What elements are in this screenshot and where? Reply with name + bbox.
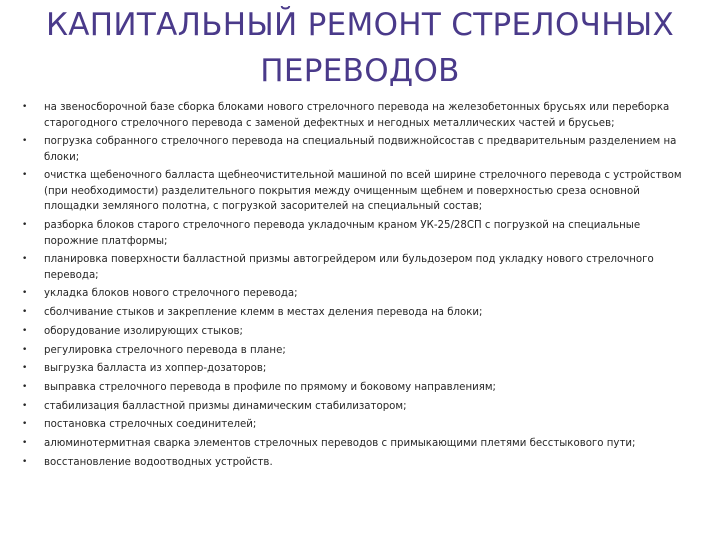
bullet-icon: • [22,400,28,411]
list-item-text: погрузка собранного стрелочного перевода на специальный подвижнойсостав с предварительным разделением на блоки; [44,136,677,163]
list-item-text: стабилизация балластной призмы динамическим стабилизатором; [44,400,407,412]
bullet-icon: • [22,381,28,392]
slide-title-line-2: ПЕРЕВОДОВ [260,53,460,89]
slide-title [20,2,700,94]
bullet-icon: • [22,288,28,299]
list-item [22,134,712,165]
bullet-icon: • [22,363,28,374]
list-item [22,380,712,396]
list-item [22,252,712,283]
bullet-icon: • [22,344,28,355]
list-item-text: планировка поверхности балластной призмы автогрейдером или бульдозером под укладку нового стрелочного перевода; [44,254,654,281]
list-item [22,324,712,340]
bullet-icon: • [22,170,28,181]
list-item-text: оборудование изолирующих стыков; [44,325,243,337]
slide-title-line-1: КАПИТАЛЬНЫЙ РЕМОНТ СТРЕЛОЧНЫХ [45,7,675,43]
list-item [22,343,712,359]
list-item-text: алюминотермитная сварка элементов стрелочных переводов с примыкающими плетями бесстыкового пути; [44,437,636,449]
list-item-text: укладка блоков нового стрелочного перевода; [44,288,298,300]
list-item [22,399,712,415]
list-item [22,168,712,215]
list-item [22,436,712,452]
list-item-text: разборка блоков старого стрелочного перевода укладочным краном УК-25/28СП с погрузкой на специальные порожние платформы; [44,220,641,247]
list-item-text: регулировка стрелочного перевода в плане; [44,344,286,356]
list-item [22,305,712,321]
bullet-icon: • [22,307,28,318]
list-item-text: на звеносборочной базе сборка блоками нового стрелочного перевода на железобетонных брусьях или переборка старогодного стрелочного перевода с заменой дефектных и негодных металлических частей и брусьев; [44,102,670,129]
list-item [22,361,712,377]
bullet-icon: • [22,437,28,448]
list-item [22,417,712,433]
list-item-text: выгрузка балласта из хоппер-дозаторов; [44,363,267,375]
bullet-icon: • [22,456,28,467]
bullet-list [22,100,712,473]
list-item [22,218,712,249]
list-item-text: сболчивание стыков и закрепление клемм в местах деления перевода на блоки; [44,307,483,319]
bullet-icon: • [22,419,28,430]
list-item [22,100,712,131]
list-item-text: очистка щебеночного балласта щебнеочистительной машиной по всей ширине стрелочного перевода с устройством (при необходимости) разделительного покрытия между очищенным щебнем и поверхностью среза основной площадки земляного полотна, с погрузкой засорителей на специальный состав; [44,170,682,213]
bullet-icon: • [22,254,28,265]
list-item [22,455,712,471]
list-item [22,286,712,302]
list-item-text: постановка стрелочных соединителей; [44,419,257,431]
bullet-icon: • [22,102,28,112]
bullet-icon: • [22,136,28,147]
bullet-icon: • [22,325,28,336]
bullet-icon: • [22,220,28,231]
list-item-text: восстановление водоотводных устройств. [44,456,273,468]
list-item-text: выправка стрелочного перевода в профиле по прямому и боковому направлениям; [44,381,496,393]
